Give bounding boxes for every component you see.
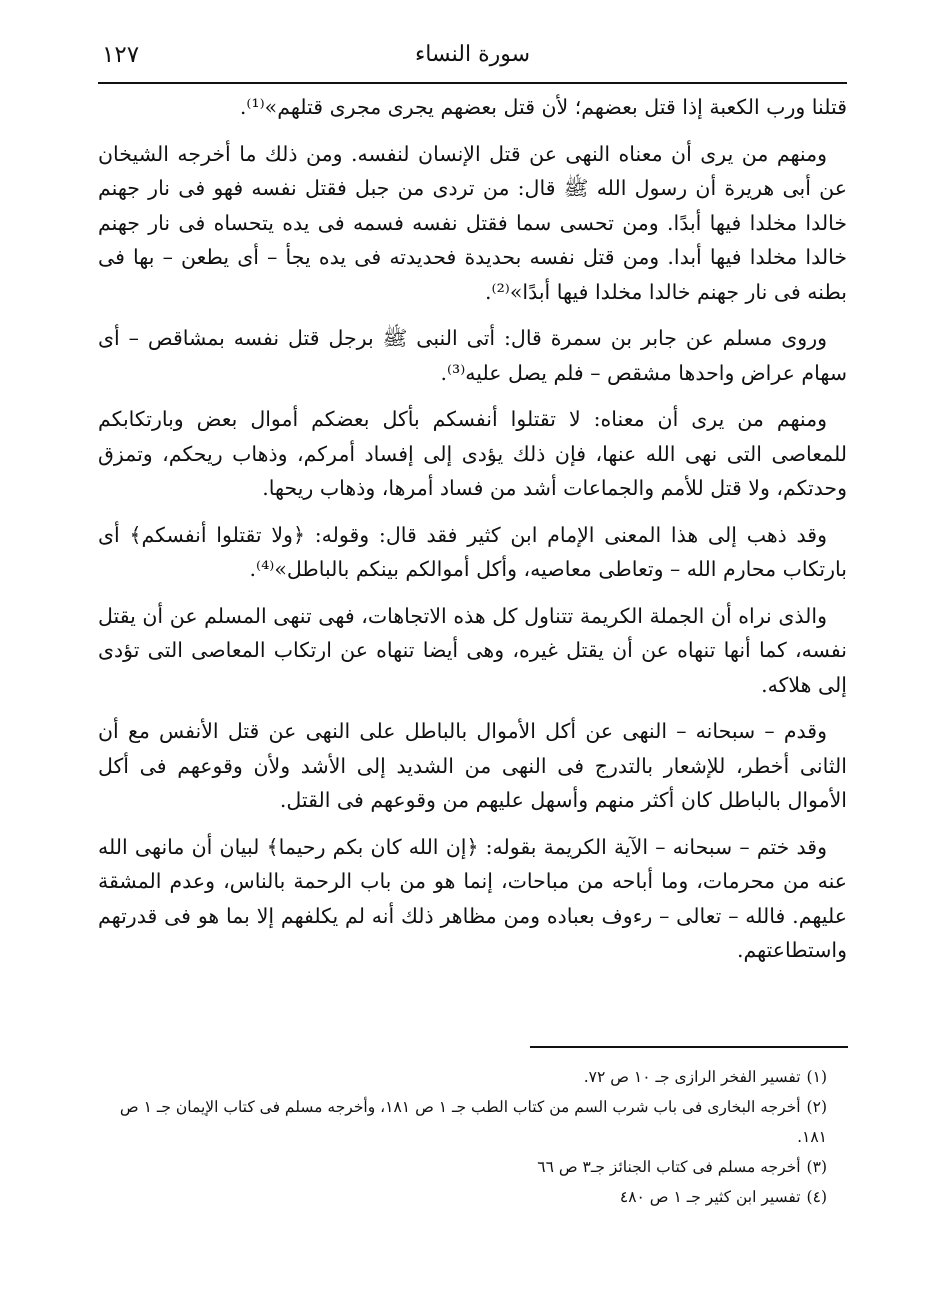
page-number: ١٢٧ [102, 42, 140, 68]
footnote-text: أخرجه البخارى فى باب شرب السم من كتاب الطب جـ ١ ص ١٨١، وأخرجه مسلم فى كتاب الإيمان جـ ١ ص ١٨١. [119, 1098, 827, 1146]
paragraph: ومنهم من يرى أن معناه النهى عن قتل الإنسان لنفسه. ومن ذلك ما أخرجه الشيخان عن أبى هريرة أن رسول الله ﷺ قال: من تردى من جبل فقتل نفسه فهو فى نار جهنم خالدا مخلدا فيها أبدًا. ومن تحسى سما فقتل نفسه فسمه فى يده يتحساه فى نار جهنم خالدا مخلدا فيها أبدا. ومن قتل نفسه بحديدة فحديدته فى يده يجأ – أى يطعن – بها فى بطنه فى نار جهنم خالدا مخلدا فيها أبدًا»⁽²⁾. [98, 141, 847, 304]
footnote-text: تفسير الفخر الرازى جـ ١٠ ص ٧٢. [583, 1068, 801, 1086]
footnote-text: أخرجه مسلم فى كتاب الجنائز جـ٣ ص ٦٦ [537, 1158, 801, 1176]
page-header [98, 40, 847, 76]
footnotes [98, 1062, 847, 1212]
footnote-number: (٣) [806, 1158, 827, 1176]
paragraph: والذى نراه أن الجملة الكريمة تتناول كل هذه الاتجاهات، فهى تنهى المسلم عن أن يقتل نفسه، كما أنها تنهاه عن أن يقتل غيره، وهى أيضا تنهاه عن ارتكاب المعاصى التى تؤدى إلى هلاكه. [98, 603, 847, 697]
body-text [98, 90, 847, 980]
footnote-number: (١) [806, 1068, 827, 1086]
paragraph: قتلنا ورب الكعبة إذا قتل بعضهم؛ لأن قتل بعضهم يجرى مجرى قتلهم»⁽¹⁾. [239, 95, 847, 119]
footnote [98, 1092, 847, 1152]
paragraph: وقدم – سبحانه – النهى عن أكل الأموال بالباطل على النهى عن قتل الأنفس مع أن الثانى أخطر، للإشعار بالتدرج فى النهى من الشديد إلى الأشد ولأن وقوعهم فى أكل الأموال بالباطل كان أكثر منهم وأسهل عليهم من وقوعهم فى القتل. [98, 719, 847, 812]
paragraph: وقد ذهب إلى هذا المعنى الإمام ابن كثير فقد قال: وقوله: ﴿ولا تقتلوا أنفسكم﴾ أى بارتكاب محارم الله – وتعاطى معاصيه، وأكل أموالكم بينكم بالباطل»⁽⁴⁾. [98, 522, 847, 581]
footnote-text: تفسير ابن كثير جـ ١ ص ٤٨٠ [619, 1188, 801, 1206]
paragraph: وقد ختم – سبحانه – الآية الكريمة بقوله: ﴿إن الله كان بكم رحيما﴾ لبيان أن مانهى الله عنه من محرمات، وما أباحه من مباحات، إنما هو من باب الرحمة بالناس، وعدم المشقة عليهم. فالله – تعالى – رءوف بعباده ومن مظاهر ذلك أنه لم يكلفهم إلا بما هو فى قدرتهم واستطاعتهم. [98, 834, 847, 962]
footnote-rule [530, 1046, 848, 1048]
footnote-number: (٢) [806, 1098, 827, 1116]
running-title: سورة النساء [414, 42, 531, 67]
footnote [98, 1152, 847, 1182]
footnote [98, 1182, 847, 1212]
footnote [98, 1062, 847, 1092]
header-rule [98, 82, 847, 84]
footnote-number: (٤) [806, 1188, 827, 1206]
paragraph: ومنهم من يرى أن معناه: لا تقتلوا أنفسكم بأكل بعضكم أموال بعض وبارتكابكم للمعاصى التى نهى الله عنها، فإن ذلك يؤدى إلى إفساد أمركم، وذهاب ريحكم، وتمزق وحدتكم، ولا قتل للأمم والجماعات أشد من فساد أمرها، وذهاب ريحها. [98, 407, 847, 500]
paragraph: وروى مسلم عن جابر بن سمرة قال: أتى النبى ﷺ برجل قتل نفسه بمشاقص – أى سهام عراض واحدها مشقص – فلم يصل عليه⁽³⁾. [98, 326, 847, 385]
